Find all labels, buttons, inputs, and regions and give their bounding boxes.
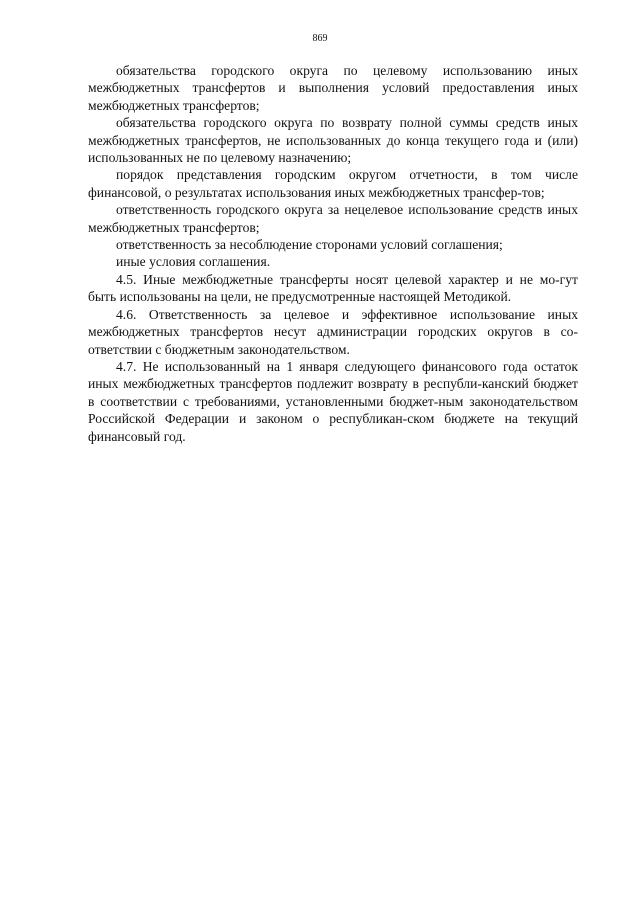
paragraph-other-conditions: иные условия соглашения. — [116, 254, 271, 270]
paragraph-responsibility-misuse: ответственность городского округа за нецелевое использование средств иных межбюджетных трансфертов; — [88, 202, 578, 235]
paragraph-responsibility-noncompliance: ответственность за несоблюдение сторонами условий соглашения; — [116, 237, 503, 253]
paragraph-obligations-target-use: обязательства городского округа по целевому использованию иных межбюджетных трансфертов и выполнения условий предоставления иных межбюджетных трансфертов; — [88, 63, 578, 113]
paragraph-reporting-procedure: порядок представления городским округом отчетности, в том числе финансовой, о результатах использования иных межбюджетных трансфер-тов; — [88, 167, 578, 200]
page-number: 869 — [312, 33, 328, 44]
paragraph-4-5: 4.5. Иные межбюджетные трансферты носят целевой характер и не мо-гут быть использованы на цели, не предусмотренные настоящей Методикой. — [88, 271, 578, 305]
paragraph-4-7: 4.7. Не использованный на 1 января следующего финансового года остаток иных межбюджетных трансфертов подлежит возврату в республи-канский бюджет в соответствии с требованиями, установленными бюджет-ным законодательством Российской Федерации и законом о республикан-ском бюджете на текущий финансовый год. — [88, 358, 578, 444]
paragraph-obligations-refund: обязательства городского округа по возврату полной суммы средств иных межбюджетных трансфертов, не использованных до конца текущего года и (или) использованных не по целевому назначению; — [88, 115, 578, 166]
paragraph-4-6: 4.6. Ответственность за целевое и эффективное использование иных межбюджетных трансфертов несут администрации городских округов в со-ответствии с бюджетным законодательством. — [88, 306, 578, 357]
document-body — [88, 62, 578, 445]
